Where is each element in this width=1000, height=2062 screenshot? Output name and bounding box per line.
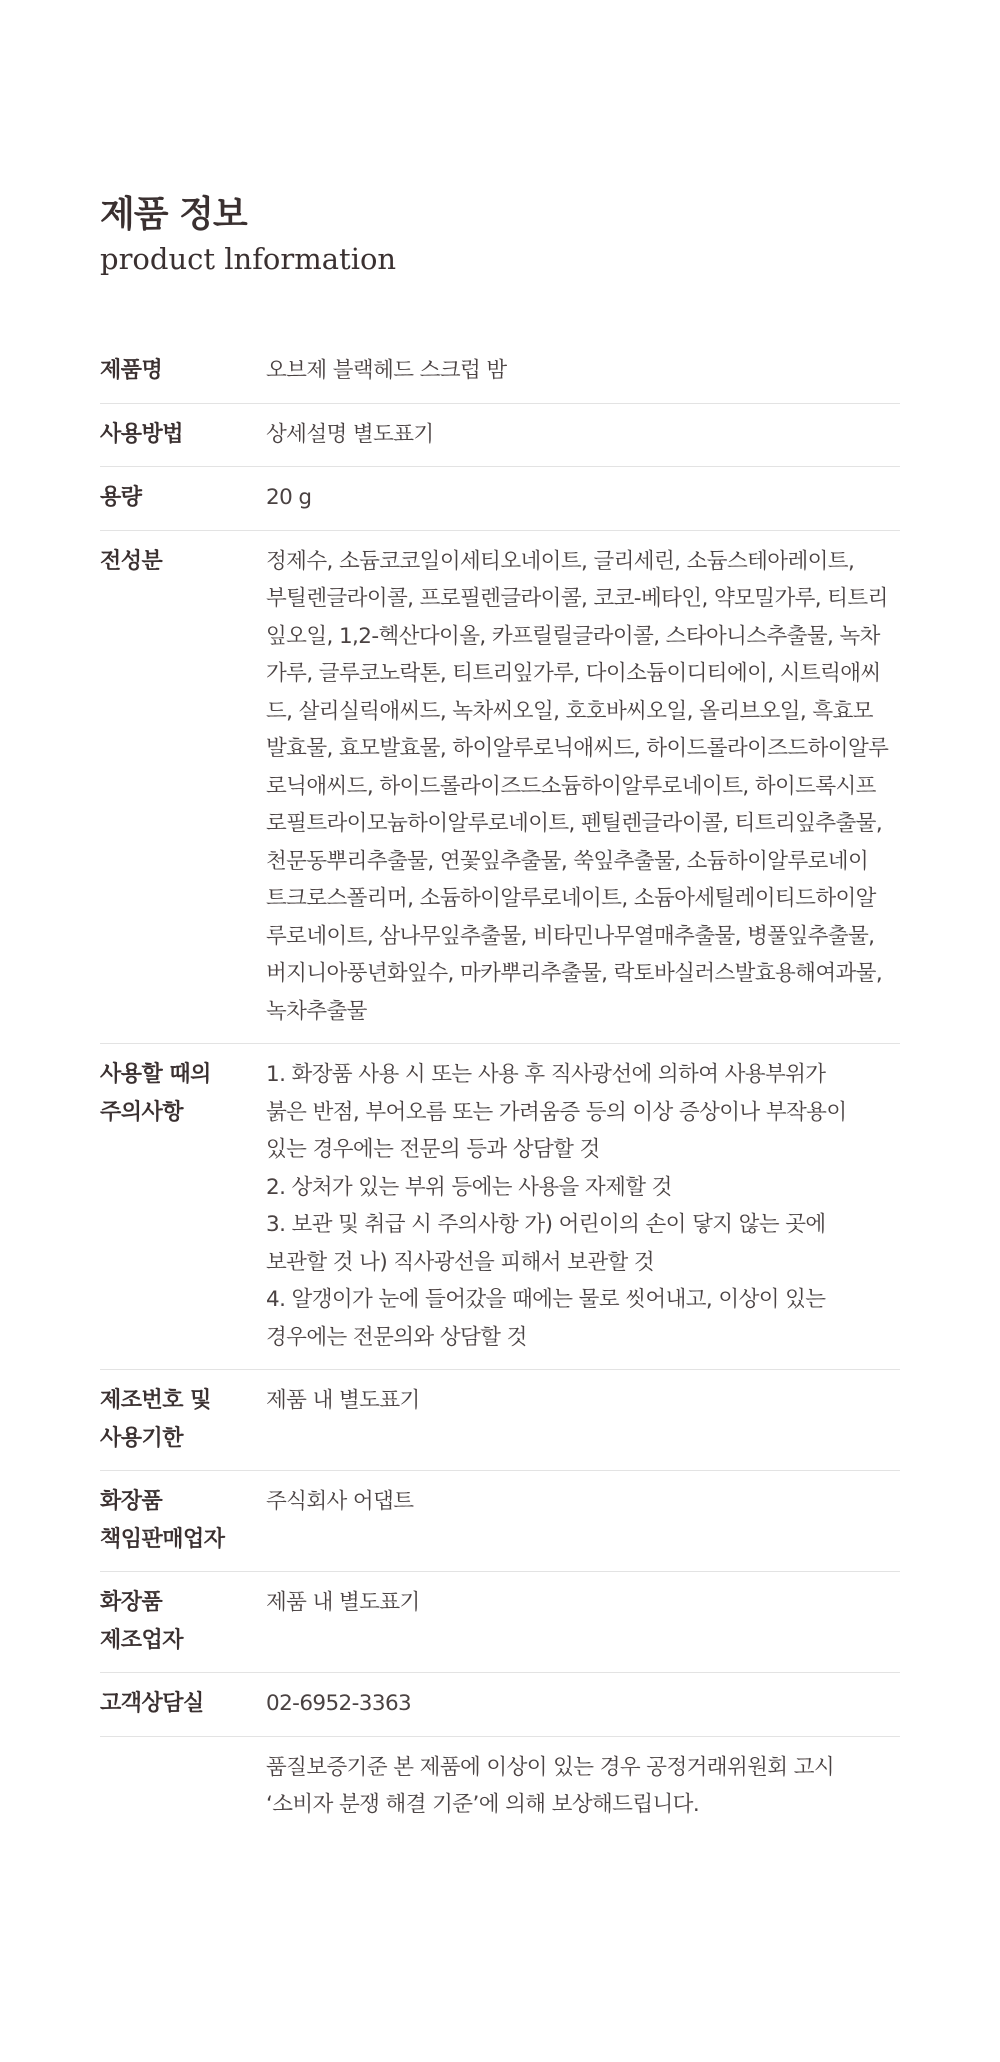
row-distributor (100, 1471, 900, 1572)
row-label: 화장품 제조업자 (100, 1590, 184, 1653)
row-value: 정제수, 소듐코코일이세티오네이트, 글리세린, 소듐스테아레이트, 부틸렌글라이콜, 프로필렌글라이콜, 코코-베타인, 약모밀가루, 티트리 잎오일, 1,2-헥산다이올, 카프릴릴글라이콜, 스타아니스추출물, 녹차 가루, 글루코노락톤, 티트리잎가루, 다이소듐이디티에이, 시트릭애씨 드, 살리실릭애씨드, 녹차씨오일, 호호바씨오일, 올리브오일, 흑효모 발효물, 효모발효물, 하이알루로닉애씨드, 하이드롤라이즈드하이알루 로닉애씨드, 하이드롤라이즈드소듐하이알루로네이트, 하이드록시프 로필트라이모늄하이알루로네이트, 펜틸렌글라이콜, 티트리잎추출물, 천문동뿌리추출물, 연꽃잎추출물, 쑥잎추출물, 소듐하이알루로네이 트크로스폴리머, 소듐하이알루로네이트, 소듐아세틸레이티드하이알 루로네이트, 삼나무잎추출물, 비타민나무열매추출물, 병풀잎추출물, 버지니아풍년화잎수, 마카뿌리추출물, 락토바실러스발효용해여과물, 녹차추출물 (266, 548, 889, 1024)
row-value: 상세설명 별도표기 (266, 421, 434, 447)
row-value: 오브제 블랙헤드 스크럽 밤 (266, 358, 507, 383)
row-ingredients (100, 531, 900, 1045)
row-lot-expiry (100, 1370, 900, 1471)
page-title: 제품 정보 (100, 194, 247, 235)
row-product-name (100, 340, 900, 404)
row-label: 사용할 때의 주의사항 (100, 1062, 211, 1125)
row-value: 제품 내 별도표기 (266, 1388, 420, 1413)
row-volume (100, 467, 900, 531)
product-info-table (100, 340, 900, 1837)
row-usage (100, 404, 900, 468)
row-label: 제품명 (100, 358, 163, 383)
row-label: 용량 (100, 485, 142, 510)
row-label: 사용방법 (100, 421, 184, 447)
row-value: 품질보증기준 본 제품에 이상이 있는 경우 공정거래위원회 고시 ‘소비자 분쟁 해결 기준’에 의해 보상해드립니다. (266, 1754, 835, 1817)
row-label: 제조번호 및 사용기한 (100, 1388, 211, 1451)
row-customer-service (100, 1673, 900, 1737)
row-manufacturer (100, 1572, 900, 1673)
row-label: 화장품 책임판매업자 (100, 1489, 225, 1552)
row-precautions (100, 1044, 900, 1370)
row-value: 02-6952-3363 (266, 1691, 412, 1716)
row-label: 고객상담실 (100, 1691, 204, 1716)
row-value: 1. 화장품 사용 시 또는 사용 후 직사광선에 의하여 사용부위가 붉은 반점, 부어오름 또는 가려움증 등의 이상 증상이나 부작용이 있는 경우에는 전문의 등과 상담할 것 2. 상처가 있는 부위 등에는 사용을 자제할 것 3. 보관 및 취급 시 주의사항 가) 어린이의 손이 닿지 않는 곳에 보관할 것 나) 직사광선을 피해서 보관할 것 4. 알갱이가 눈에 들어갔을 때에는 물로 씻어내고, 이상이 있는 경우에는 전문의와 상담할 것 (266, 1062, 847, 1350)
row-value: 20 g (266, 485, 312, 510)
page-subtitle: product lnformation (100, 242, 397, 276)
section-header (100, 192, 396, 278)
row-value: 주식회사 어댑트 (266, 1489, 414, 1514)
row-value: 제품 내 별도표기 (266, 1590, 420, 1615)
row-label (100, 1749, 266, 1824)
row-quality-guarantee (100, 1737, 900, 1837)
row-label: 전성분 (100, 548, 163, 574)
